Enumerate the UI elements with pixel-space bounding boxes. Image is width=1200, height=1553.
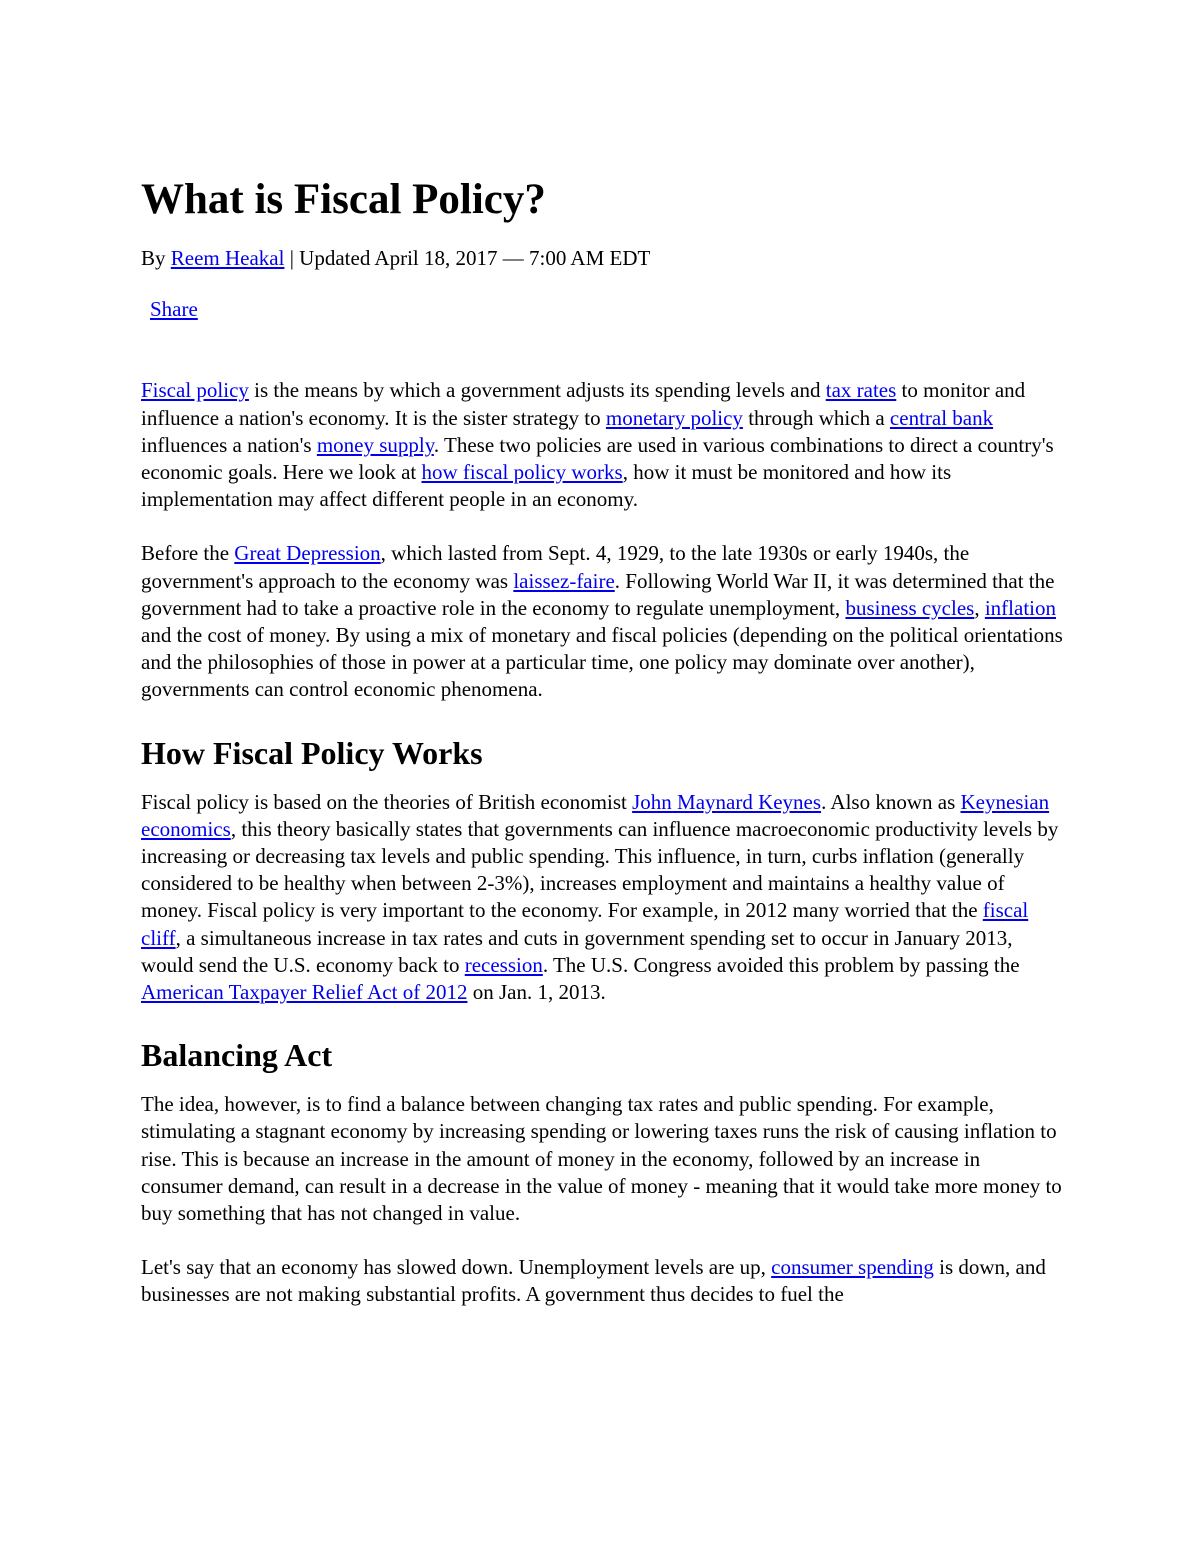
link-laissez-faire[interactable]: laissez-faire	[513, 568, 615, 593]
intro-text-5: . These two policies are used in various combinations to direct a country's economic goals. Here we look at	[141, 432, 1054, 485]
link-great-depression[interactable]: Great Depression	[234, 541, 381, 566]
share-link[interactable]: Share	[150, 297, 198, 322]
section-heading-balancing-act: Balancing Act	[141, 1037, 333, 1074]
balance-paragraph: The idea, however, is to find a balance between changing tax rates and public spending. For example, stimulating a stagnant economy by increasing spending or lowering taxes runs the risk of causing inflation to rise. This is because an increase in the amount of money in the economy, followed by an increase in consumer demand, can result in a decrease in the value of money - meaning that it would take more money to buy something that has not changed in value.	[141, 1092, 1062, 1226]
intro-text-6: , how it must be monitored and how its implementation may affect different people in an economy.	[141, 460, 952, 512]
link-recession[interactable]: recession	[464, 952, 543, 977]
history-text-4: and the cost of money. By using a mix of monetary and fiscal policies (depending on the political orientations and the philosophies of those in power at a particular time, one policy may dominate over another), governments can control economic phenomena.	[141, 623, 1063, 702]
link-monetary-policy[interactable]: monetary policy	[605, 405, 743, 430]
history-text-0: Before the	[141, 541, 235, 566]
link-fiscal-policy[interactable]: Fiscal policy	[141, 378, 249, 403]
link-fiscal-cliff[interactable]: fiscal cliff	[141, 898, 1029, 950]
keynes-text-5: on Jan. 1, 2013.	[467, 980, 606, 1005]
byline	[141, 245, 1066, 272]
section-heading-how-fiscal-policy-works: How Fiscal Policy Works	[141, 734, 483, 771]
intro-text-3: through which a	[742, 405, 890, 430]
keynes-text-1: . Also known as	[821, 789, 961, 814]
keynes-text-2: , this theory basically states that governments can influence macroeconomic productivity levels by increasing or decreasing tax levels and public spending. This influence, in turn, curbs inflation (generally considered to be healthy when between 2-3%), increases employment and maintains a healthy value of money. Fiscal policy is very important to the economy. For example, in 2012 many worried that the	[141, 816, 1059, 923]
intro-paragraph	[141, 377, 1066, 513]
share-row	[150, 296, 1066, 323]
slowdown-paragraph	[141, 1254, 1066, 1308]
link-keynesian-economics[interactable]: Keynesian economics	[141, 789, 1050, 841]
keynes-text-4: . The U.S. Congress avoided this problem by passing the	[542, 952, 1020, 977]
intro-text-4: influences a nation's	[141, 432, 317, 457]
intro-text-2: to monitor and influence a nation's economy. It is the sister strategy to	[141, 378, 1026, 430]
link-money-supply[interactable]: money supply	[316, 432, 434, 457]
link-central-bank[interactable]: central bank	[889, 405, 994, 430]
history-text-1: , which lasted from Sept. 4, 1929, to the late 1930s or early 1940s, the government's approach to the economy was	[141, 541, 970, 593]
intro-text-1: is the means by which a government adjusts its spending levels and	[248, 378, 826, 403]
link-how-fiscal-policy-works[interactable]: how fiscal policy works	[421, 460, 623, 485]
link-john-maynard-keynes[interactable]: John Maynard Keynes	[632, 789, 822, 814]
link-tax-rates[interactable]: tax rates	[825, 378, 897, 403]
page-title: What is Fiscal Policy?	[141, 176, 546, 223]
author-link[interactable]: Reem Heakal	[170, 246, 285, 270]
link-consumer-spending[interactable]: consumer spending	[771, 1255, 934, 1280]
link-inflation[interactable]: inflation	[984, 595, 1056, 620]
slowdown-text-1: is down, and businesses are not making substantial profits. A government thus decides to fuel the	[141, 1255, 1046, 1307]
history-text-3: ,	[974, 595, 985, 620]
link-business-cycles[interactable]: business cycles	[845, 595, 975, 620]
keynes-text-3: , a simultaneous increase in tax rates and cuts in government spending set to occur in January 2013, would send the U.S. economy back to	[141, 925, 1013, 977]
link-american-taxpayer-relief-act[interactable]: American Taxpayer Relief Act of 2012	[141, 980, 468, 1005]
keynes-text-0: Fiscal policy is based on the theories of British economist	[141, 789, 633, 814]
byline-prefix: By	[141, 246, 171, 270]
slowdown-text-0: Let's say that an economy has slowed down. Unemployment levels are up,	[141, 1255, 772, 1280]
byline-updated: | Updated April 18, 2017 — 7:00 AM EDT	[284, 246, 651, 270]
history-paragraph	[141, 540, 1066, 703]
article	[141, 170, 1066, 1336]
history-text-2: . Following World War II, it was determined that the government had to take a proactive role in the economy to regulate unemployment,	[141, 568, 1055, 620]
keynes-paragraph	[141, 789, 1066, 1007]
